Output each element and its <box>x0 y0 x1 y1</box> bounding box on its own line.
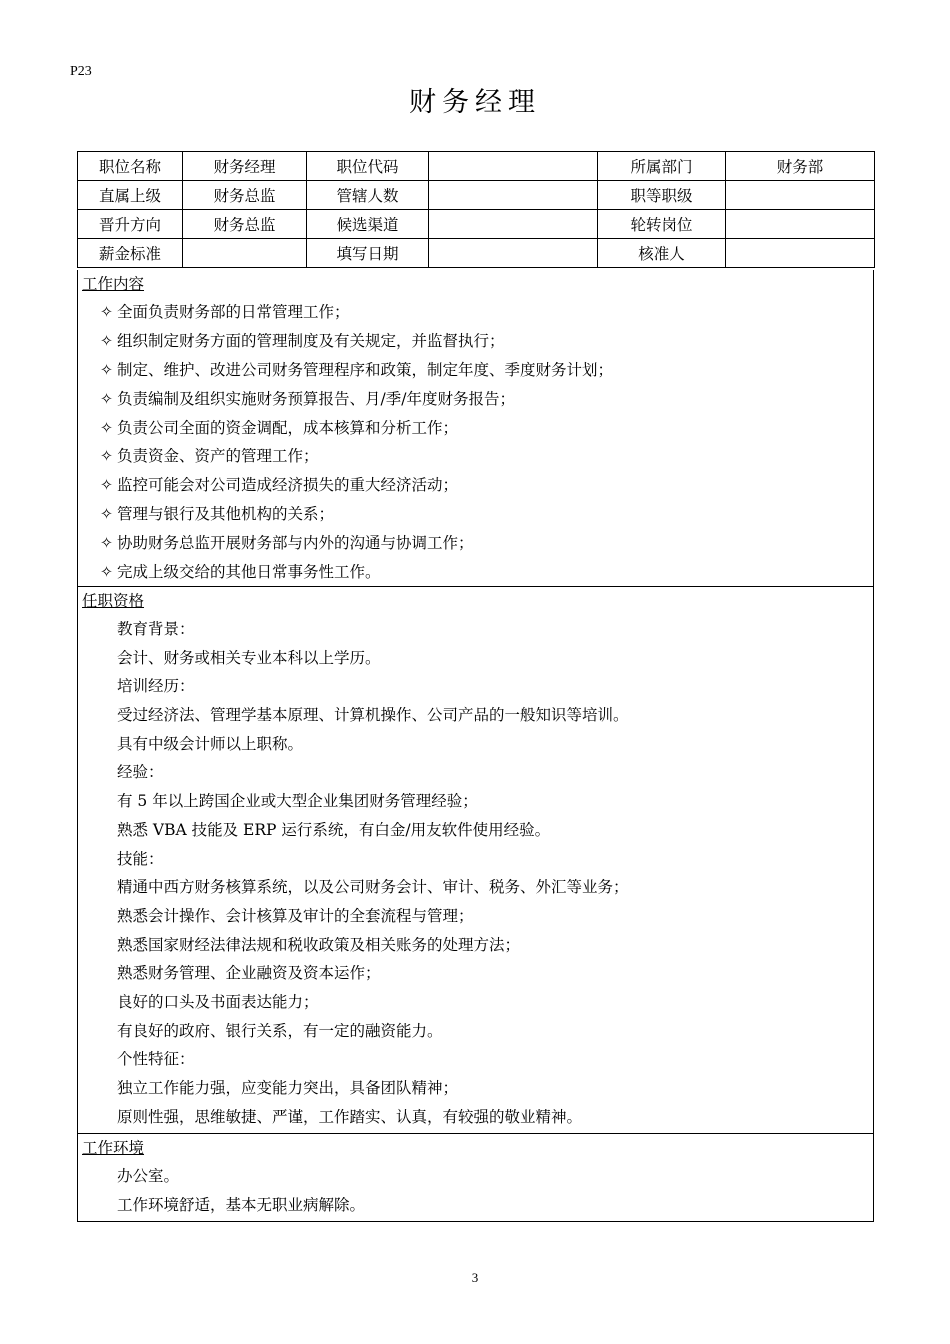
diamond-bullet-icon: ✧ <box>100 534 113 553</box>
list-item: ✧ 监控可能会对公司造成经济损失的重大经济活动； <box>100 471 873 500</box>
list-item: 独立工作能力强，应变能力突出，具备团队精神； <box>117 1079 459 1097</box>
table-row <box>78 152 875 181</box>
field-label: 填写日期 <box>307 239 429 268</box>
list-item: 培训经历： <box>117 677 195 696</box>
field-value <box>726 239 875 268</box>
table-row <box>78 239 875 268</box>
list-item: ✧ 协助财务总监开展财务部与内外的沟通与协调工作； <box>100 529 873 558</box>
field-label: 轮转岗位 <box>598 210 726 239</box>
diamond-bullet-icon: ✧ <box>100 331 113 350</box>
field-value <box>429 210 598 239</box>
page-code: P23 <box>70 64 92 79</box>
field-label: 薪金标准 <box>78 239 183 268</box>
field-label: 晋升方向 <box>78 210 183 239</box>
list-item: 熟悉 VBA 技能及 ERP 运行系统，有白金/用友软件使用经验。 <box>117 820 551 839</box>
duties-heading: 工作内容 <box>82 275 145 293</box>
list-item: 工作环境舒适，基本无职业病解除。 <box>117 1195 366 1214</box>
list-item: ✧ 负责公司全面的资金调配，成本核算和分析工作； <box>100 414 873 443</box>
qualifications-list <box>78 615 873 1131</box>
diamond-bullet-icon: ✧ <box>100 303 113 321</box>
list-item: ✧ 制定、维护、改进公司财务管理程序和政策，制定年度、季度财务计划； <box>100 356 873 385</box>
field-label: 核准人 <box>598 239 726 268</box>
position-info-table <box>77 151 875 268</box>
field-label: 职位代码 <box>307 152 429 181</box>
field-value <box>429 239 598 268</box>
diamond-bullet-icon: ✧ <box>100 447 113 466</box>
environment-list <box>78 1162 873 1219</box>
duties-list <box>78 298 873 587</box>
list-item: ✧ 负责编制及组织实施财务预算报告、月/季/年度财务报告； <box>100 385 873 414</box>
field-value: 财务部 <box>726 152 875 181</box>
field-label: 职等职级 <box>598 181 726 210</box>
field-value: 财务总监 <box>183 210 307 239</box>
field-value <box>183 239 307 268</box>
list-item: ✧ 完成上级交给的其他日常事务性工作。 <box>100 558 873 587</box>
list-item: 会计、财务或相关专业本科以上学历。 <box>117 648 381 667</box>
table-row <box>78 210 875 239</box>
diamond-bullet-icon: ✧ <box>100 360 113 379</box>
list-item: 有 5 年以上跨国企业或大型企业集团财务管理经验； <box>117 792 478 811</box>
field-value <box>726 181 875 210</box>
list-item: 原则性强，思维敏捷、严谨，工作踏实、认真，有较强的敬业精神。 <box>117 1107 583 1126</box>
list-item: 经验： <box>117 763 164 782</box>
page-number: 3 <box>471 1270 479 1285</box>
list-item: ✧ 负责资金、资产的管理工作； <box>100 442 873 471</box>
list-item: ✧ 全面负责财务部的日常管理工作； <box>100 298 873 327</box>
list-item: 具有中级会计师以上职称。 <box>117 734 304 753</box>
list-item: 精通中西方财务核算系统，以及公司财务会计、审计、税务、外汇等业务； <box>117 878 629 897</box>
field-value <box>726 210 875 239</box>
list-item: 个性特征： <box>117 1050 195 1069</box>
field-value <box>429 152 598 181</box>
list-item: 技能： <box>117 849 164 868</box>
environment-section <box>77 1134 874 1222</box>
field-label: 所属部门 <box>598 152 726 181</box>
qualifications-heading: 任职资格 <box>82 592 145 610</box>
list-item: 受过经济法、管理学基本原理、计算机操作、公司产品的一般知识等培训。 <box>117 706 629 725</box>
list-item: 熟悉国家财经法律法规和税收政策及相关账务的处理方法； <box>117 935 521 954</box>
table-row <box>78 181 875 210</box>
field-value: 财务总监 <box>183 181 307 210</box>
field-value <box>429 181 598 210</box>
diamond-bullet-icon: ✧ <box>100 389 113 408</box>
list-item: 办公室。 <box>117 1167 180 1185</box>
field-value: 财务经理 <box>183 152 307 181</box>
list-item: ✧ 组织制定财务方面的管理制度及有关规定，并监督执行； <box>100 327 873 356</box>
list-item: 熟悉会计操作、会计核算及审计的全套流程与管理； <box>117 906 474 925</box>
diamond-bullet-icon: ✧ <box>100 418 113 437</box>
environment-heading: 工作环境 <box>82 1139 145 1157</box>
qualifications-section <box>77 587 874 1134</box>
page-title: 财务经理 <box>409 87 541 118</box>
list-item: 有良好的政府、银行关系，有一定的融资能力。 <box>117 1021 443 1040</box>
diamond-bullet-icon: ✧ <box>100 476 113 495</box>
list-item: 熟悉财务管理、企业融资及资本运作； <box>117 964 381 983</box>
field-label: 候选渠道 <box>307 210 429 239</box>
diamond-bullet-icon: ✧ <box>100 505 113 524</box>
field-label: 直属上级 <box>78 181 183 210</box>
field-label: 职位名称 <box>78 152 183 181</box>
list-item: ✧ 管理与银行及其他机构的关系； <box>100 500 873 529</box>
list-item: 教育背景： <box>117 620 195 638</box>
duties-section <box>77 270 874 587</box>
field-label: 管辖人数 <box>307 181 429 210</box>
diamond-bullet-icon: ✧ <box>100 563 113 582</box>
list-item: 良好的口头及书面表达能力； <box>117 992 319 1011</box>
